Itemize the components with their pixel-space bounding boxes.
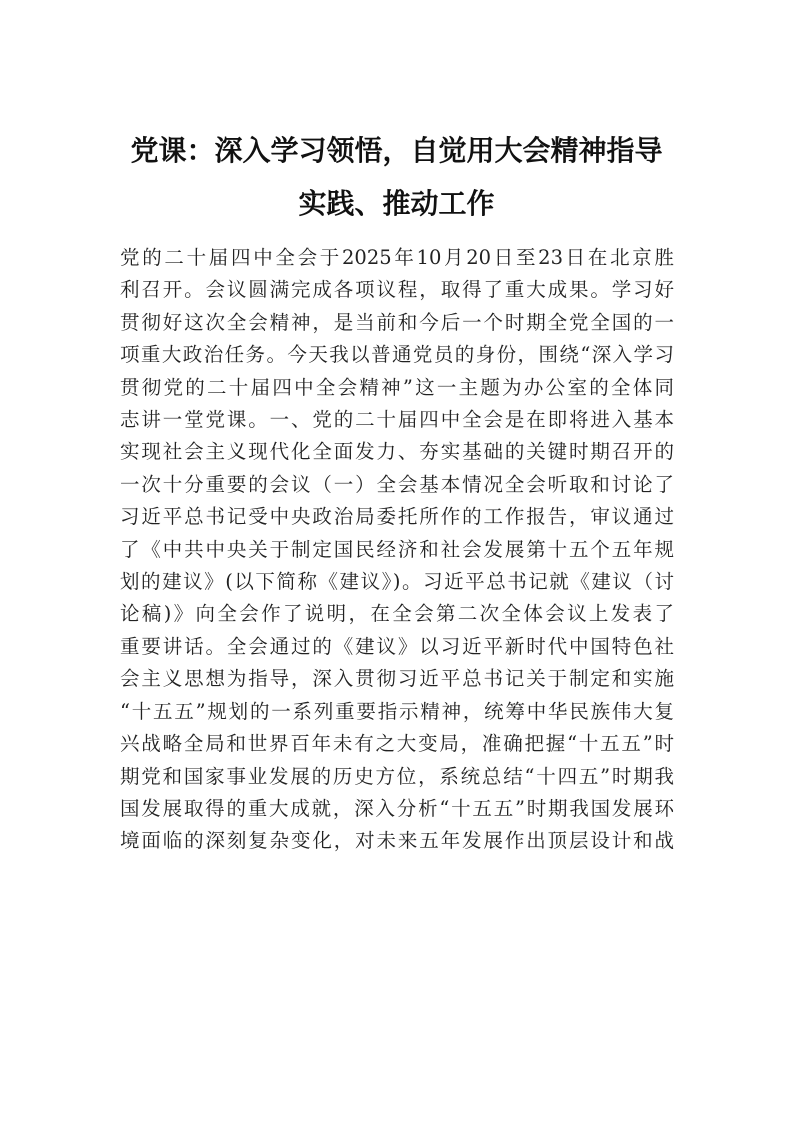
body-line: “十五五”规划的一系列重要指示精神，统筹中华民族伟大复 <box>120 699 674 723</box>
body-line: 实现社会主义现代化全面发力、夯实基础的关键时期召开的 <box>120 440 674 464</box>
title-line-1: 党课：深入学习领悟，自觉用大会精神指导 <box>130 134 663 167</box>
body-line: 论稿)》向全会作了说明，在全会第二次全体会议上发表了 <box>120 602 674 626</box>
document-title <box>110 124 683 230</box>
body-line: 习近平总书记受中央政治局委托所作的工作报告，审议通过 <box>120 505 674 529</box>
body-line: 会主义思想为指导，深入贯彻习近平总书记关于制定和实施 <box>120 667 674 691</box>
body-line: 党的二十届四中全会于2025年10月20日至23日在北京胜 <box>120 246 674 269</box>
body-line: 境面临的深刻复杂变化，对未来五年发展作出顶层设计和战 <box>120 829 674 853</box>
body-line: 期党和国家事业发展的历史方位，系统总结“十四五”时期我 <box>120 764 674 788</box>
body-line: 项重大政治任务。今天我以普通党员的身份，围绕“深入学习 <box>120 343 674 367</box>
body-line: 国发展取得的重大成就，深入分析“十五五”时期我国发展环 <box>120 796 674 820</box>
body-line: 兴战略全局和世界百年未有之大变局，准确把握“十五五”时 <box>120 732 674 756</box>
body-line: 贯彻党的二十届四中全会精神”这一主题为办公室的全体同 <box>120 375 674 399</box>
body-line: 了《中共中央关于制定国民经济和社会发展第十五个五年规 <box>120 537 674 561</box>
body-line: 利召开。会议圆满完成各项议程，取得了重大成果。学习好 <box>120 278 674 302</box>
body-line: 划的建议》(以下简称《建议》)。习近平总书记就《建议（讨 <box>120 570 674 594</box>
body-line: 重要讲话。全会通过的《建议》以习近平新时代中国特色社 <box>120 634 674 658</box>
body-line: 贯彻好这次全会精神，是当前和今后一个时期全党全国的一 <box>120 310 674 334</box>
body-line: 志讲一堂党课。一、党的二十届四中全会是在即将进入基本 <box>120 408 674 432</box>
body-paragraph <box>120 242 674 858</box>
body-line: 一次十分重要的会议（一）全会基本情况全会听取和讨论了 <box>120 472 674 496</box>
title-line-2: 实践、推动工作 <box>298 187 495 220</box>
